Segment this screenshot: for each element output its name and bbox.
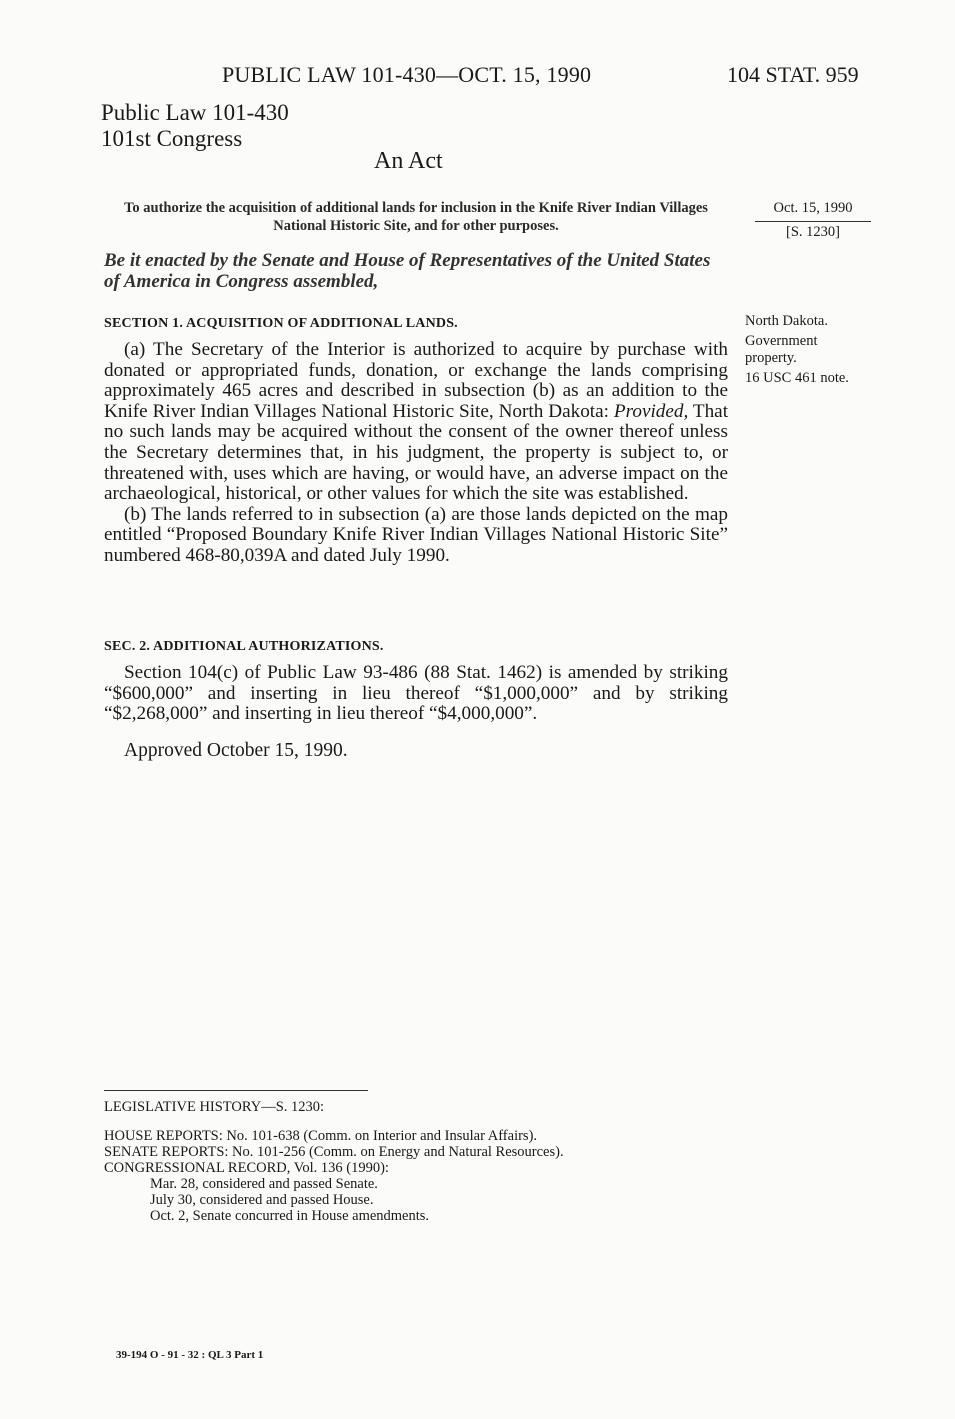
margin-note-usc: 16 USC 461 note.: [745, 370, 849, 386]
record-action: Oct. 2, Senate concurred in House amendments.: [150, 1208, 430, 1224]
section-2-body: [104, 663, 728, 725]
legislative-history-title: LEGISLATIVE HISTORY—S. 1230:: [104, 1099, 325, 1115]
margin-date-block: [755, 198, 871, 243]
stat-page-reference: 104 STAT. 959: [727, 62, 859, 87]
section-2-paragraph: Section 104(c) of Public Law 93-486 (88 Stat. 1462) is amended by striking “$600,000” and inserting in lieu thereof “$1,000,000” and by striking “$2,268,000” and inserting in lieu thereof “$4,000,000”.: [104, 662, 728, 725]
purpose-statement: To authorize the acquisition of additional lands for inclusion in the Knife River Indian Villages National Historic Site, and for other purposes.: [124, 200, 708, 234]
margin-note-state: North Dakota.: [745, 313, 828, 329]
senate-reports: SENATE REPORTS: No. 101-256 (Comm. on Energy and Natural Resources).: [104, 1144, 564, 1160]
paragraph-a-proviso-text: That no such lands may be acquired without the consent of the owner thereof unless the Secretary determines that, in his judgment, the property is subject to, or threatened with, uses which are having, or would have, an adverse impact on the archaeological, historical, or other values for which the site was established.: [104, 400, 729, 505]
enacting-clause: Be it enacted by the Senate and House of Representatives of the United States of America in Congress assembled,: [104, 250, 711, 292]
bill-number: [S. 1230]: [786, 224, 840, 240]
footnote-divider: [104, 1090, 368, 1091]
congress-number: 101st Congress: [101, 126, 243, 151]
approval-date: Approved October 15, 1990.: [124, 740, 348, 761]
section-1-body: [104, 340, 728, 567]
print-job-code: 39-194 O - 91 - 32 : QL 3 Part 1: [116, 1349, 264, 1361]
section-2-heading: SEC. 2. ADDITIONAL AUTHORIZATIONS.: [104, 639, 384, 654]
public-law-number: Public Law 101-430: [101, 100, 289, 125]
paragraph-a-text: (a) The Secretary of the Interior is authorized to acquire by purchase with donated or appropriated funds, donation, or exchange the lands comprising approximately 465 acres and described in subsection (b) as an addition to the Knife River Indian Villages National Historic Site, North Dakota:: [104, 339, 728, 422]
record-action: July 30, considered and passed House.: [150, 1192, 374, 1208]
margin-notes: [745, 313, 885, 390]
proviso-keyword: Provided,: [613, 400, 689, 422]
section-1-paragraph-a: [104, 340, 728, 505]
law-identification: [101, 100, 289, 152]
record-action: Mar. 28, considered and passed Senate.: [150, 1176, 378, 1192]
margin-note-government-property: Government property.: [745, 333, 818, 366]
act-label: An Act: [374, 148, 443, 174]
legislative-history: [104, 1099, 564, 1224]
congressional-record: CONGRESSIONAL RECORD, Vol. 136 (1990):: [104, 1160, 389, 1176]
section-1-heading: SECTION 1. ACQUISITION OF ADDITIONAL LANDS.: [104, 316, 458, 331]
section-1-paragraph-b: (b) The lands referred to in subsection (a) are those lands depicted on the map entitled “Proposed Boundary Knife River Indian Villages National Historic Site” numbered 468-80,039A and dated July 1990.: [104, 503, 728, 566]
running-title: PUBLIC LAW 101-430—OCT. 15, 1990: [222, 62, 592, 87]
house-reports: HOUSE REPORTS: No. 101-638 (Comm. on Interior and Insular Affairs).: [104, 1128, 538, 1144]
enactment-date: Oct. 15, 1990: [755, 198, 871, 222]
